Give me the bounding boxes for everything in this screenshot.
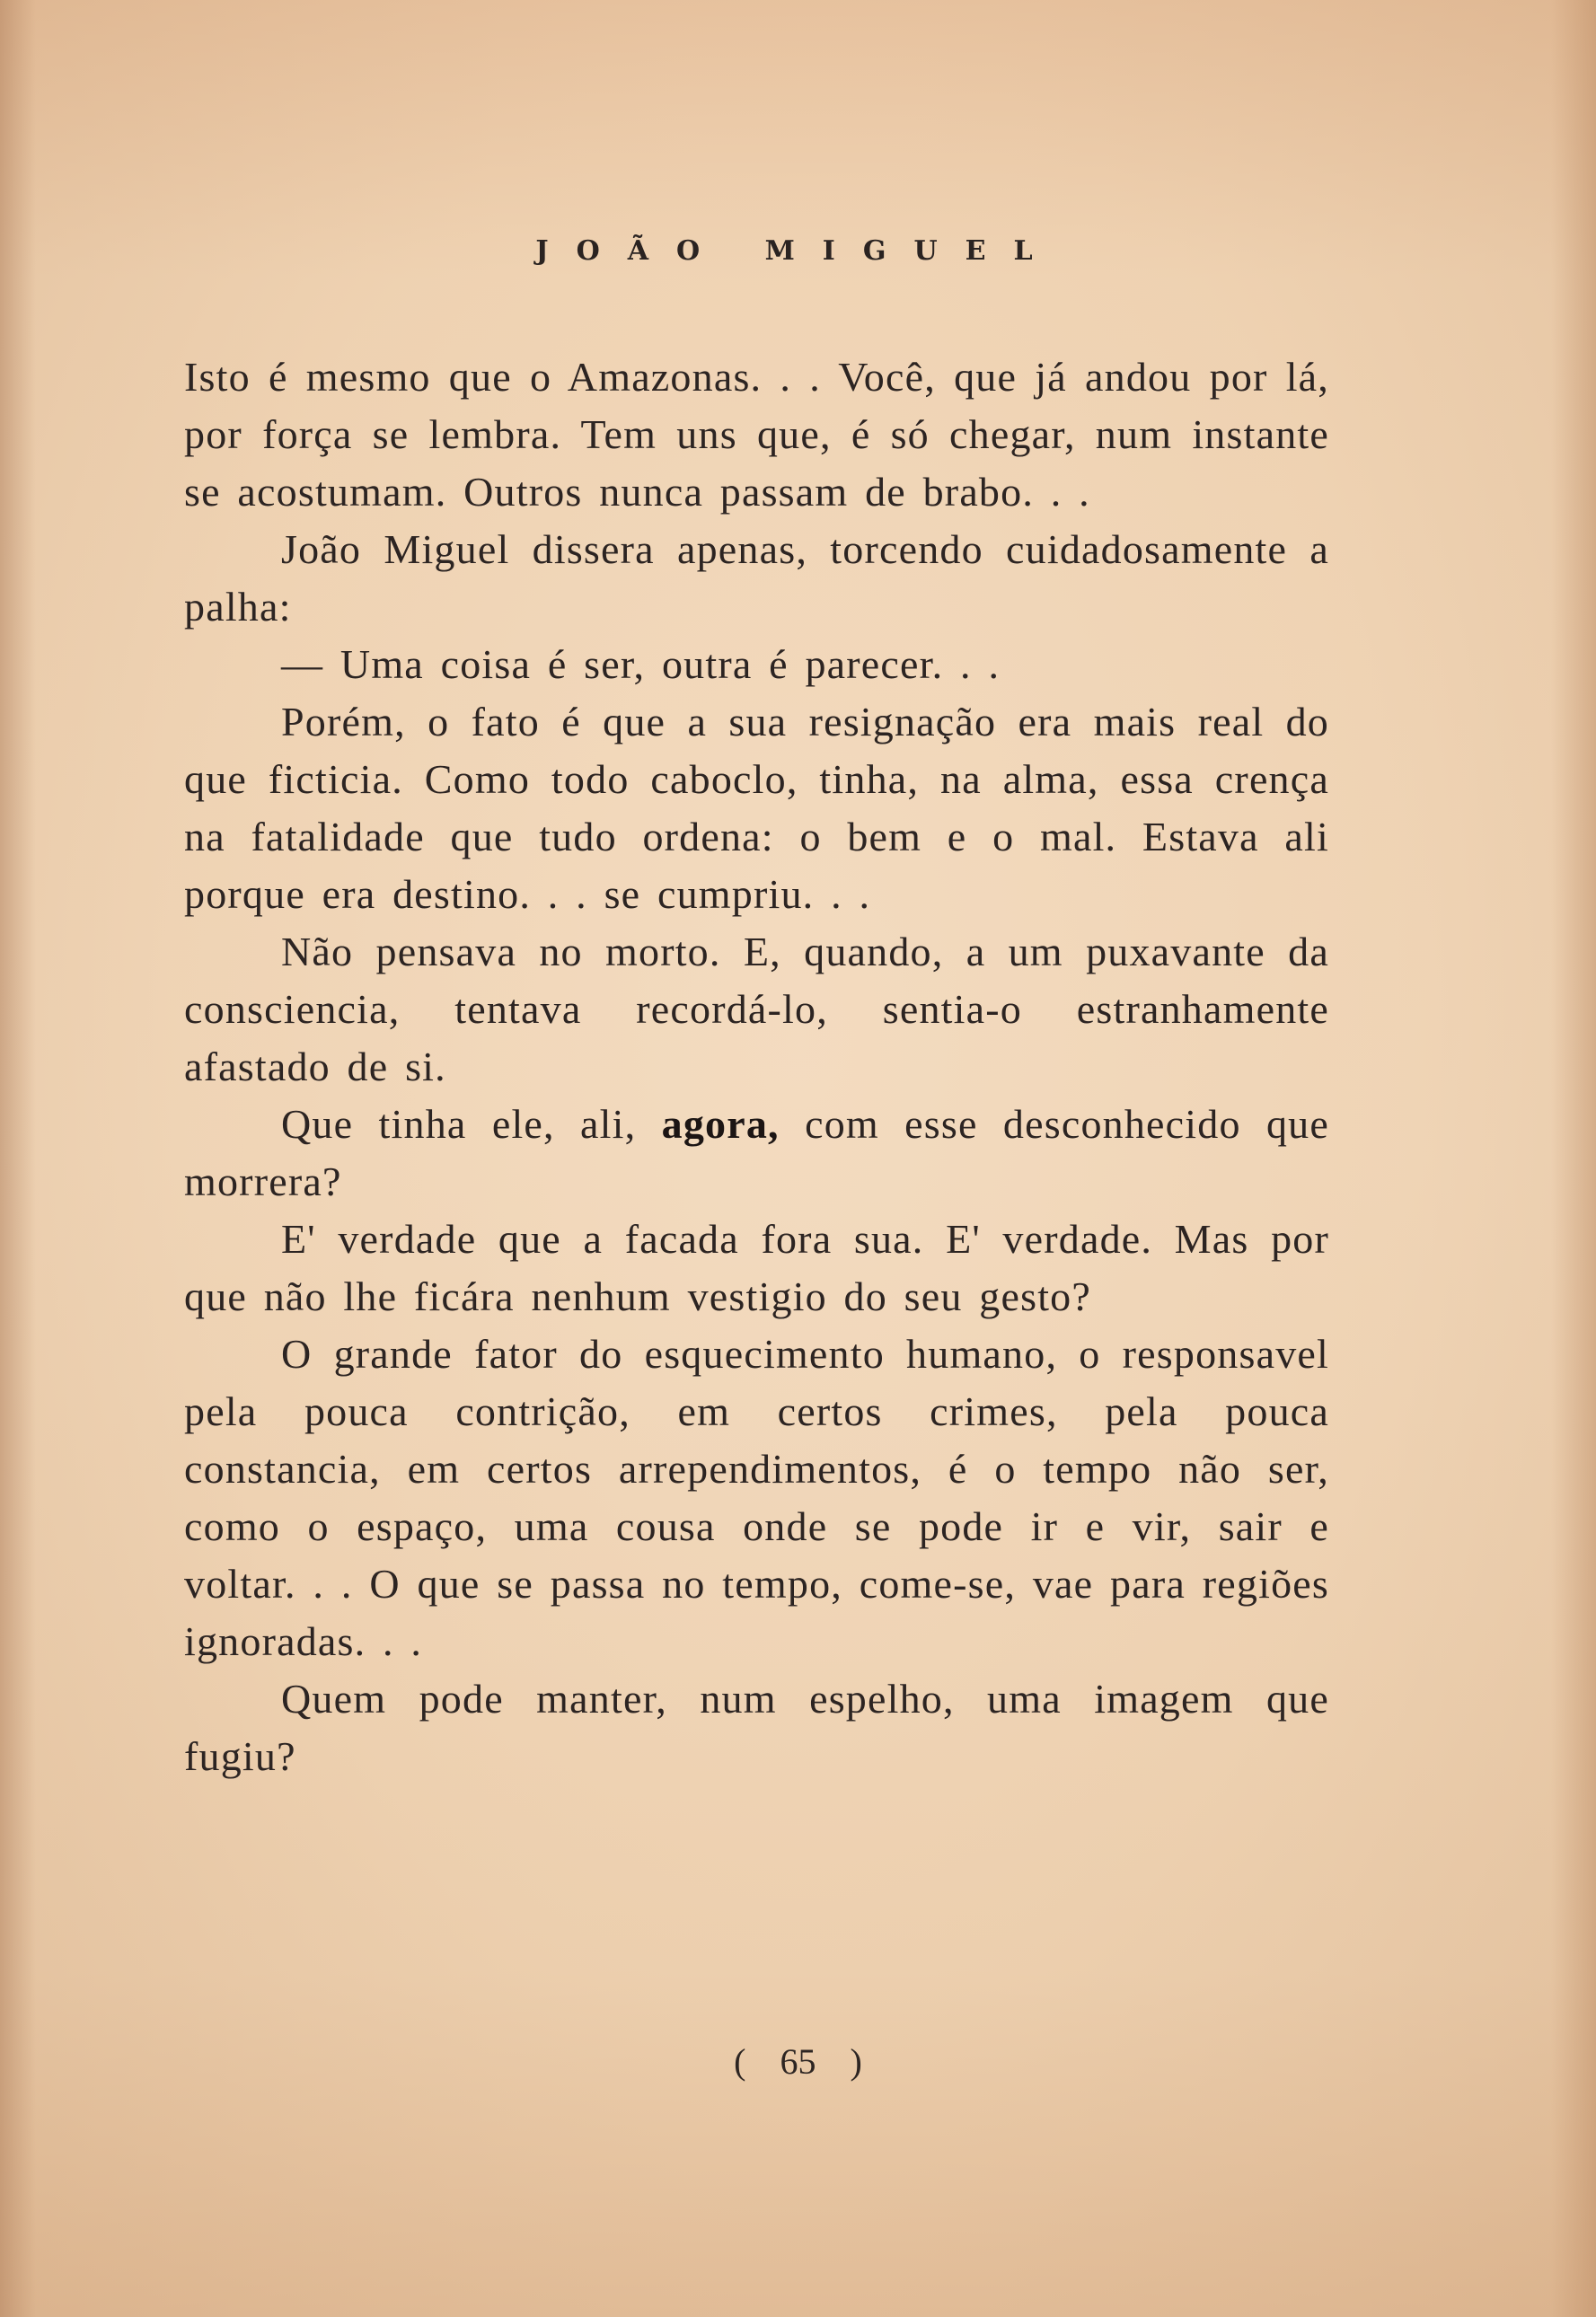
paragraph-6-emphasis: agora,: [661, 1101, 780, 1147]
page-number-close-paren: ): [850, 2041, 862, 2082]
page-edge-shadow-right: [1551, 0, 1596, 2317]
paragraph-5: Não pensava no morto. E, quando, a um puxavante da consciencia, tentava recordá-lo, sentia-o estranhamente afastado de si.: [184, 929, 1329, 1089]
page-edge-shadow-left: [0, 0, 36, 2317]
page-number-open-paren: (: [734, 2041, 746, 2082]
paragraph-4: Porém, o fato é que a sua resignação era mais real do que ficticia. Como todo caboclo, tinha, na alma, essa crença na fatalidade que tudo ordena: o bem e o mal. Estava ali porque era destino. . . se cumpriu. . .: [184, 699, 1329, 917]
paragraph-8: O grande fator do esquecimento humano, o responsavel pela pouca contrição, em certos crimes, pela pouca constancia, em certos arrependimentos, é o tempo não ser, como o espaço, uma cousa onde se pode ir e vir, sair e voltar. . . O que se passa no tempo, come-se, vae para regiões ignoradas. . .: [184, 1331, 1329, 1664]
page-number: [0, 2040, 1596, 2083]
paragraph-7: E' verdade que a facada fora sua. E' verdade. Mas por que não lhe ficára nenhum vestigio do seu gesto?: [184, 1216, 1329, 1319]
paragraph-6-start: Que tinha ele, ali,: [281, 1101, 662, 1147]
paragraph-1: Isto é mesmo que o Amazonas. . . Você, que já andou por lá, por força se lembra. Tem uns que, é só chegar, num instante se acostumam. Outros nunca passam de brabo. . .: [184, 354, 1329, 515]
page-number-value: 65: [780, 2041, 816, 2082]
body-text: [184, 348, 1329, 1785]
paragraph-3: — Uma coisa é ser, outra é parecer. . .: [281, 641, 1001, 687]
paragraph-6-end: com esse desconhecido que morrera?: [184, 1101, 1329, 1204]
running-head: JOÃO MIGUEL: [535, 235, 1061, 267]
paragraph-2: João Miguel dissera apenas, torcendo cuidadosamente a palha:: [184, 526, 1329, 630]
paragraph-9: Quem pode manter, num espelho, uma imagem que fugiu?: [184, 1676, 1329, 1779]
paragraph-6: [184, 1096, 1329, 1211]
